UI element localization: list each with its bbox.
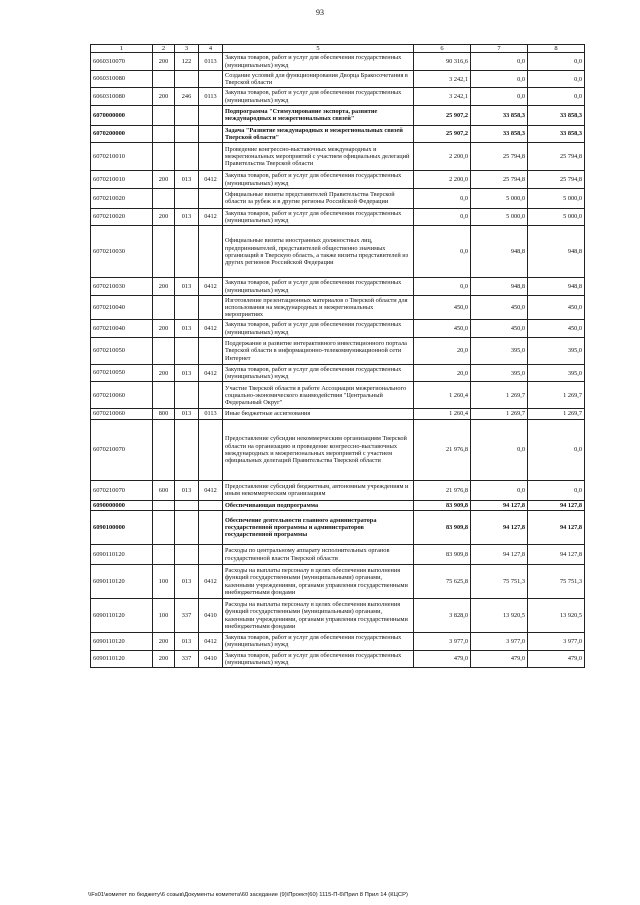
- row-description-cell: Иные бюджетные ассигнования: [223, 409, 414, 419]
- row-amount-2020-cell: 395,0: [528, 337, 585, 364]
- table-row: [91, 295, 585, 320]
- row-amount-2020-cell: 479,0: [528, 650, 585, 667]
- row-section-cell: [199, 70, 223, 87]
- table-row: [91, 545, 585, 565]
- row-code-cell: 6070200000: [91, 125, 153, 142]
- row-amount-2019-cell: 479,0: [471, 650, 528, 667]
- row-description-cell: Задача "Развитие международных и межрегиональных связей Тверской области": [223, 125, 414, 142]
- row-amount-2018-cell: 83 909,8: [414, 511, 471, 545]
- row-code-cell: 6060310080: [91, 70, 153, 87]
- row-amount-2020-cell: 948,8: [528, 226, 585, 278]
- row-amount-2020-cell: 0,0: [528, 419, 585, 480]
- row-admin-code-cell: [175, 295, 199, 320]
- row-code-cell: 6070210020: [91, 208, 153, 225]
- row-amount-2018-cell: 20,0: [414, 364, 471, 381]
- row-description-cell: Закупка товаров, работ и услуг для обеспечения государственных (муниципальных) нужд: [223, 650, 414, 667]
- row-admin-code-cell: [175, 419, 199, 480]
- row-description-cell: Обеспечивающая подпрограмма: [223, 500, 414, 510]
- row-section-cell: 0410: [199, 599, 223, 633]
- row-expense-type-cell: 200: [153, 53, 175, 70]
- row-admin-code-cell: 013: [175, 208, 199, 225]
- row-expense-type-cell: 100: [153, 599, 175, 633]
- row-amount-2018-cell: 25 907,2: [414, 105, 471, 125]
- row-amount-2020-cell: 1 269,7: [528, 382, 585, 409]
- row-expense-type-cell: 600: [153, 480, 175, 500]
- row-amount-2018-cell: 479,0: [414, 650, 471, 667]
- row-description-cell: Подпрограмма "Стимулирование экспорта, развитие международных и межрегиональных связей": [223, 105, 414, 125]
- page-number: 93: [316, 8, 324, 17]
- table-header-row: [91, 45, 585, 53]
- row-expense-type-cell: 200: [153, 171, 175, 188]
- row-amount-2020-cell: 94 127,8: [528, 511, 585, 545]
- row-expense-type-cell: [153, 188, 175, 208]
- table-row: [91, 337, 585, 364]
- row-expense-type-cell: [153, 143, 175, 171]
- row-description-cell: Изготовление презентационных материалов о Тверской области для использования на международных и межрегиональных мероприятиях: [223, 295, 414, 320]
- row-description-cell: Расходы по центральному аппарату исполнительных органов государственной власти Тверской области: [223, 545, 414, 565]
- row-admin-code-cell: [175, 337, 199, 364]
- row-code-cell: 6090110120: [91, 565, 153, 599]
- row-amount-2018-cell: 0,0: [414, 226, 471, 278]
- row-section-cell: 0412: [199, 480, 223, 500]
- row-expense-type-cell: [153, 295, 175, 320]
- row-code-cell: 6090100000: [91, 511, 153, 545]
- table-row: [91, 188, 585, 208]
- row-code-cell: 6070210050: [91, 337, 153, 364]
- row-description-cell: Расходы на выплаты персоналу в целях обеспечения выполнения функций государственными (муниципальными) органами, казенными учреждениями, органами управления государственными внебюджетными фондами: [223, 565, 414, 599]
- row-amount-2020-cell: 0,0: [528, 53, 585, 70]
- row-description-cell: Предоставление субсидий бюджетным, автономным учреждениям и иным некоммерческим организациям: [223, 480, 414, 500]
- table-row: [91, 364, 585, 381]
- row-section-cell: [199, 188, 223, 208]
- row-amount-2018-cell: 90 316,6: [414, 53, 471, 70]
- row-amount-2020-cell: 450,0: [528, 295, 585, 320]
- table-row: [91, 500, 585, 510]
- row-code-cell: 6090110120: [91, 650, 153, 667]
- row-amount-2019-cell: 13 920,5: [471, 599, 528, 633]
- row-section-cell: 0412: [199, 565, 223, 599]
- column-header: 4: [199, 45, 223, 53]
- row-amount-2019-cell: 33 858,3: [471, 125, 528, 142]
- row-section-cell: 0113: [199, 409, 223, 419]
- row-code-cell: 6060310070: [91, 53, 153, 70]
- row-admin-code-cell: [175, 382, 199, 409]
- row-section-cell: 0410: [199, 650, 223, 667]
- row-section-cell: [199, 382, 223, 409]
- row-expense-type-cell: [153, 382, 175, 409]
- row-amount-2019-cell: 94 127,8: [471, 545, 528, 565]
- row-admin-code-cell: [175, 105, 199, 125]
- row-section-cell: [199, 500, 223, 510]
- row-amount-2020-cell: 94 127,8: [528, 545, 585, 565]
- column-header: 2: [153, 45, 175, 53]
- table-row: [91, 409, 585, 419]
- row-code-cell: 6070210070: [91, 419, 153, 480]
- row-amount-2018-cell: 3 828,0: [414, 599, 471, 633]
- row-code-cell: 6070210060: [91, 382, 153, 409]
- row-amount-2018-cell: 0,0: [414, 208, 471, 225]
- row-amount-2020-cell: 94 127,8: [528, 500, 585, 510]
- row-expense-type-cell: [153, 70, 175, 87]
- column-header: 6: [414, 45, 471, 53]
- row-admin-code-cell: 337: [175, 599, 199, 633]
- row-expense-type-cell: [153, 105, 175, 125]
- row-section-cell: 0412: [199, 364, 223, 381]
- table-row: [91, 480, 585, 500]
- row-expense-type-cell: 200: [153, 633, 175, 650]
- table-row: [91, 633, 585, 650]
- row-admin-code-cell: 013: [175, 409, 199, 419]
- row-amount-2019-cell: 94 127,8: [471, 511, 528, 545]
- table-row: [91, 226, 585, 278]
- row-amount-2018-cell: 21 976,8: [414, 419, 471, 480]
- column-header: 1: [91, 45, 153, 53]
- row-admin-code-cell: 122: [175, 53, 199, 70]
- row-amount-2018-cell: 3 977,0: [414, 633, 471, 650]
- row-amount-2019-cell: 0,0: [471, 88, 528, 105]
- row-expense-type-cell: [153, 125, 175, 142]
- row-amount-2019-cell: 1 269,7: [471, 409, 528, 419]
- row-admin-code-cell: [175, 511, 199, 545]
- row-expense-type-cell: [153, 511, 175, 545]
- row-description-cell: Закупка товаров, работ и услуг для обеспечения государственных (муниципальных) нужд: [223, 633, 414, 650]
- row-description-cell: Участие Тверской области в работе Ассоциации межрегионального социально-экономического взаимодействия "Центральный Федеральный Округ": [223, 382, 414, 409]
- row-section-cell: [199, 511, 223, 545]
- row-amount-2019-cell: 450,0: [471, 295, 528, 320]
- column-header: 8: [528, 45, 585, 53]
- row-amount-2020-cell: 5 000,0: [528, 188, 585, 208]
- row-code-cell: 6070210030: [91, 226, 153, 278]
- row-amount-2019-cell: 948,8: [471, 278, 528, 295]
- row-amount-2018-cell: 1 260,4: [414, 409, 471, 419]
- row-expense-type-cell: [153, 337, 175, 364]
- row-expense-type-cell: 200: [153, 650, 175, 667]
- row-amount-2018-cell: 75 625,8: [414, 565, 471, 599]
- row-expense-type-cell: 200: [153, 278, 175, 295]
- row-description-cell: Закупка товаров, работ и услуг для обеспечения государственных (муниципальных) нужд: [223, 278, 414, 295]
- table-row: [91, 650, 585, 667]
- row-description-cell: Закупка товаров, работ и услуг для обеспечения государственных (муниципальных) нужд: [223, 320, 414, 337]
- row-description-cell: Проведение конгрессно-выставочных международных и межрегиональных мероприятий с участием официальных делегаций Правительства Тверской области: [223, 143, 414, 171]
- row-amount-2018-cell: 83 909,8: [414, 545, 471, 565]
- row-code-cell: 6070210040: [91, 320, 153, 337]
- row-admin-code-cell: [175, 545, 199, 565]
- row-code-cell: 6060310080: [91, 88, 153, 105]
- row-expense-type-cell: 200: [153, 364, 175, 381]
- row-amount-2019-cell: 25 794,8: [471, 171, 528, 188]
- row-code-cell: 6070210040: [91, 295, 153, 320]
- table-row: [91, 70, 585, 87]
- column-header: 7: [471, 45, 528, 53]
- row-amount-2018-cell: 450,0: [414, 320, 471, 337]
- row-admin-code-cell: [175, 125, 199, 142]
- table-row: [91, 105, 585, 125]
- row-section-cell: 0412: [199, 171, 223, 188]
- row-amount-2018-cell: 0,0: [414, 278, 471, 295]
- row-admin-code-cell: 013: [175, 278, 199, 295]
- row-admin-code-cell: [175, 70, 199, 87]
- table-row: [91, 171, 585, 188]
- row-amount-2018-cell: 0,0: [414, 188, 471, 208]
- row-admin-code-cell: [175, 143, 199, 171]
- row-description-cell: Обеспечение деятельности главного администратора государственной программы и администраторов государственной программы: [223, 511, 414, 545]
- row-amount-2018-cell: 2 200,0: [414, 143, 471, 171]
- row-amount-2020-cell: 948,8: [528, 278, 585, 295]
- row-admin-code-cell: 337: [175, 650, 199, 667]
- table-row: [91, 143, 585, 171]
- row-amount-2018-cell: 450,0: [414, 295, 471, 320]
- row-expense-type-cell: 200: [153, 208, 175, 225]
- row-description-cell: Официальные визиты иностранных должностных лиц, предпринимателей, представителей общественно значимых организаций в Тверскую область, а также визиты представителей из других регионов Российской Федерации: [223, 226, 414, 278]
- table-row: [91, 382, 585, 409]
- row-admin-code-cell: 013: [175, 633, 199, 650]
- row-amount-2019-cell: 1 269,7: [471, 382, 528, 409]
- row-code-cell: 6090110120: [91, 545, 153, 565]
- row-section-cell: 0113: [199, 88, 223, 105]
- row-description-cell: Закупка товаров, работ и услуг для обеспечения государственных (муниципальных) нужд: [223, 208, 414, 225]
- row-admin-code-cell: 246: [175, 88, 199, 105]
- row-description-cell: Расходы на выплаты персоналу в целях обеспечения выполнения функций государственными (муниципальными) органами, казенными учреждениями, органами управления государственными внебюджетными фондами: [223, 599, 414, 633]
- row-expense-type-cell: 200: [153, 320, 175, 337]
- row-amount-2018-cell: 2 200,0: [414, 171, 471, 188]
- row-amount-2020-cell: 395,0: [528, 364, 585, 381]
- row-amount-2020-cell: 0,0: [528, 480, 585, 500]
- row-amount-2019-cell: 450,0: [471, 320, 528, 337]
- budget-table: [90, 44, 585, 668]
- row-section-cell: [199, 545, 223, 565]
- row-code-cell: 6070210050: [91, 364, 153, 381]
- row-amount-2019-cell: 33 858,3: [471, 105, 528, 125]
- row-code-cell: 6070210070: [91, 480, 153, 500]
- row-amount-2020-cell: 25 794,8: [528, 143, 585, 171]
- row-section-cell: 0412: [199, 633, 223, 650]
- row-amount-2019-cell: 395,0: [471, 364, 528, 381]
- row-amount-2019-cell: 395,0: [471, 337, 528, 364]
- table-row: [91, 53, 585, 70]
- row-admin-code-cell: 013: [175, 364, 199, 381]
- row-expense-type-cell: [153, 545, 175, 565]
- row-amount-2018-cell: 21 976,8: [414, 480, 471, 500]
- row-section-cell: [199, 337, 223, 364]
- row-section-cell: [199, 295, 223, 320]
- table-row: [91, 565, 585, 599]
- row-description-cell: Официальные визиты представителей Правительства Тверской области за рубеж и в другие регионы Российской Федерации: [223, 188, 414, 208]
- row-description-cell: Закупка товаров, работ и услуг для обеспечения государственных (муниципальных) нужд: [223, 53, 414, 70]
- row-admin-code-cell: 013: [175, 320, 199, 337]
- row-expense-type-cell: 100: [153, 565, 175, 599]
- row-amount-2019-cell: 948,8: [471, 226, 528, 278]
- row-amount-2020-cell: 75 751,3: [528, 565, 585, 599]
- table-row: [91, 320, 585, 337]
- row-amount-2020-cell: 13 920,5: [528, 599, 585, 633]
- row-amount-2020-cell: 33 858,3: [528, 125, 585, 142]
- row-amount-2020-cell: 5 000,0: [528, 208, 585, 225]
- row-section-cell: [199, 226, 223, 278]
- table-row: [91, 419, 585, 480]
- row-section-cell: 0412: [199, 278, 223, 295]
- row-admin-code-cell: [175, 226, 199, 278]
- column-header: 3: [175, 45, 199, 53]
- row-amount-2018-cell: 3 242,1: [414, 88, 471, 105]
- row-code-cell: 6070210020: [91, 188, 153, 208]
- row-amount-2019-cell: 5 000,0: [471, 188, 528, 208]
- row-amount-2018-cell: 1 260,4: [414, 382, 471, 409]
- row-amount-2019-cell: 25 794,8: [471, 143, 528, 171]
- row-expense-type-cell: 200: [153, 88, 175, 105]
- row-code-cell: 6070210010: [91, 143, 153, 171]
- row-section-cell: 0113: [199, 53, 223, 70]
- table-row: [91, 125, 585, 142]
- row-description-cell: Предоставление субсидии некоммерческим организациям Тверской области на организацию и проведение конгрессно-выставочных международных и межрегиональных мероприятий с участием официальных делегаций Правительства Тверской области: [223, 419, 414, 480]
- row-amount-2019-cell: 75 751,3: [471, 565, 528, 599]
- row-code-cell: 6090000000: [91, 500, 153, 510]
- row-description-cell: Закупка товаров, работ и услуг для обеспечения государственных (муниципальных) нужд: [223, 171, 414, 188]
- row-amount-2020-cell: 0,0: [528, 88, 585, 105]
- row-amount-2018-cell: 83 909,8: [414, 500, 471, 510]
- row-amount-2020-cell: 3 977,0: [528, 633, 585, 650]
- row-amount-2020-cell: 1 269,7: [528, 409, 585, 419]
- table-row: [91, 208, 585, 225]
- row-amount-2019-cell: 94 127,8: [471, 500, 528, 510]
- row-description-cell: Закупка товаров, работ и услуг для обеспечения государственных (муниципальных) нужд: [223, 364, 414, 381]
- row-admin-code-cell: 013: [175, 171, 199, 188]
- table-row: [91, 599, 585, 633]
- row-code-cell: 6090110120: [91, 599, 153, 633]
- column-header: 5: [223, 45, 414, 53]
- row-amount-2019-cell: 0,0: [471, 480, 528, 500]
- row-admin-code-cell: 013: [175, 565, 199, 599]
- row-amount-2019-cell: 0,0: [471, 419, 528, 480]
- row-amount-2018-cell: 25 907,2: [414, 125, 471, 142]
- row-section-cell: [199, 125, 223, 142]
- row-amount-2019-cell: 3 977,0: [471, 633, 528, 650]
- table-row: [91, 511, 585, 545]
- row-amount-2018-cell: 20,0: [414, 337, 471, 364]
- row-amount-2018-cell: 3 242,1: [414, 70, 471, 87]
- row-description-cell: Создание условий для функционирования Дворца Бракосочетания в Тверской области: [223, 70, 414, 87]
- row-amount-2020-cell: 450,0: [528, 320, 585, 337]
- row-section-cell: 0412: [199, 208, 223, 225]
- row-admin-code-cell: 013: [175, 480, 199, 500]
- row-admin-code-cell: [175, 188, 199, 208]
- row-amount-2020-cell: 33 858,3: [528, 105, 585, 125]
- row-code-cell: 6070000000: [91, 105, 153, 125]
- row-code-cell: 6070210060: [91, 409, 153, 419]
- row-admin-code-cell: [175, 500, 199, 510]
- row-expense-type-cell: [153, 226, 175, 278]
- row-description-cell: Поддержание и развитие интерактивного инвестиционного портала Тверской области в информационно-телекоммуникационной сети Интернет: [223, 337, 414, 364]
- row-section-cell: [199, 105, 223, 125]
- file-path-footer: \\Fs01\комитет по бюджету\6 созыв\Документы комитета\60 заседание (9)\Проект(60) 1115-П-6\Прил 8 Прил 14 (КЦСР): [88, 892, 408, 898]
- row-amount-2019-cell: 5 000,0: [471, 208, 528, 225]
- row-amount-2020-cell: 0,0: [528, 70, 585, 87]
- row-description-cell: Закупка товаров, работ и услуг для обеспечения государственных (муниципальных) нужд: [223, 88, 414, 105]
- row-section-cell: [199, 419, 223, 480]
- row-expense-type-cell: [153, 500, 175, 510]
- row-amount-2019-cell: 0,0: [471, 70, 528, 87]
- table-row: [91, 278, 585, 295]
- row-amount-2020-cell: 25 794,8: [528, 171, 585, 188]
- row-code-cell: 6070210030: [91, 278, 153, 295]
- row-section-cell: [199, 143, 223, 171]
- row-expense-type-cell: 800: [153, 409, 175, 419]
- row-section-cell: 0412: [199, 320, 223, 337]
- row-expense-type-cell: [153, 419, 175, 480]
- row-code-cell: 6070210010: [91, 171, 153, 188]
- row-code-cell: 6090110120: [91, 633, 153, 650]
- table-row: [91, 88, 585, 105]
- row-amount-2019-cell: 0,0: [471, 53, 528, 70]
